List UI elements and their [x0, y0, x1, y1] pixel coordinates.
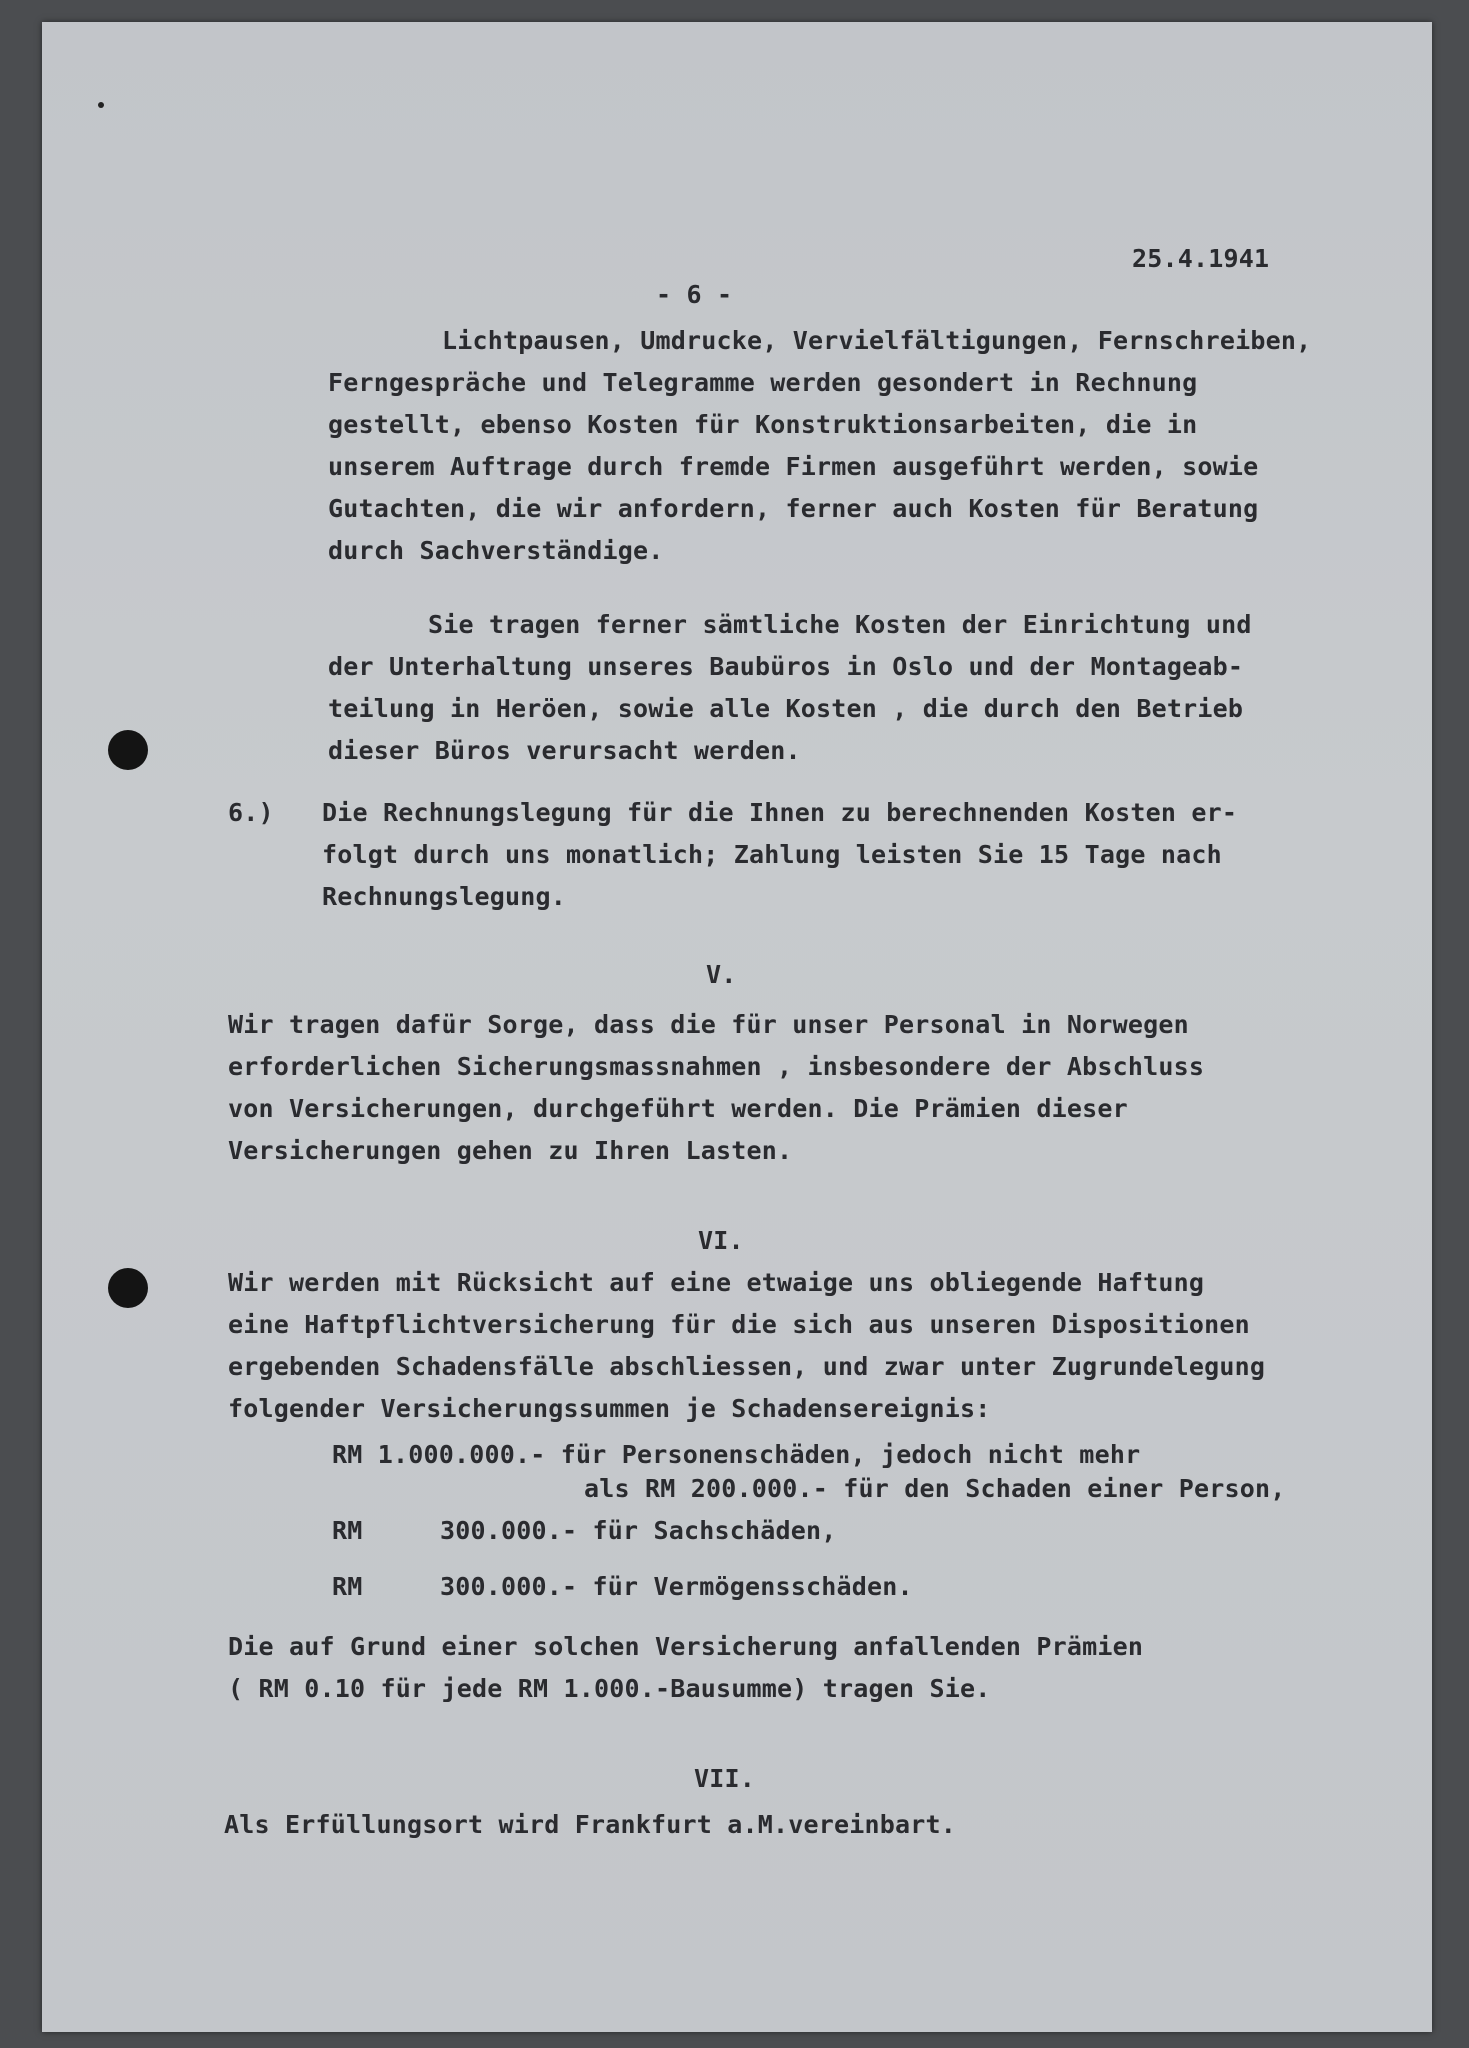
para1-line-2: Ferngespräche und Telegramme werden gesondert in Rechnung: [328, 368, 1198, 397]
section-vi-line-1: Wir werden mit Rücksicht auf eine etwaige uns obliegende Haftung: [228, 1268, 1205, 1297]
section-vi-tail-line-2: ( RM 0.10 für jede RM 1.000.-Bausumme) tragen Sie.: [228, 1674, 991, 1703]
sum-assets: 300.000.- für Vermögensschäden.: [440, 1572, 913, 1601]
para2-line-2: der Unterhaltung unseres Baubüros in Oslo und der Montageab-: [328, 652, 1244, 681]
section-v-heading: V.: [706, 960, 737, 989]
section-vi-line-2: eine Haftpflichtversicherung für die sich aus unseren Dispositionen: [228, 1310, 1250, 1339]
ink-speck: [98, 102, 104, 108]
section-vi-tail-line-1: Die auf Grund einer solchen Versicherung anfallenden Prämien: [228, 1632, 1144, 1661]
section-v-line-2: erforderlichen Sicherungsmassnahmen , insbesondere der Abschluss: [228, 1052, 1205, 1081]
punch-hole-lower: [108, 1268, 148, 1308]
section-vi-line-4: folgender Versicherungssummen je Schadensereignis:: [228, 1394, 991, 1423]
document-date: 25.4.1941: [1132, 244, 1270, 273]
punch-hole-upper: [108, 730, 148, 770]
sum-persons: RM 1.000.000.- für Personenschäden, jedoch nicht mehr: [332, 1440, 1141, 1469]
section-vi-heading: VI.: [698, 1226, 744, 1255]
document-page: [42, 22, 1432, 2032]
para1-line-1: Lichtpausen, Umdrucke, Vervielfältigungen, Fernschreiben,: [442, 326, 1312, 355]
page-number: - 6 -: [656, 280, 733, 309]
item6-line-1: Die Rechnungslegung für die Ihnen zu berechnenden Kosten er-: [322, 798, 1238, 827]
item6-line-2: folgt durch uns monatlich; Zahlung leisten Sie 15 Tage nach: [322, 840, 1222, 869]
para1-line-3: gestellt, ebenso Kosten für Konstruktionsarbeiten, die in: [328, 410, 1198, 439]
section-v-line-3: von Versicherungen, durchgeführt werden. Die Prämien dieser: [228, 1094, 1128, 1123]
section-v-line-1: Wir tragen dafür Sorge, dass die für unser Personal in Norwegen: [228, 1010, 1189, 1039]
para2-line-4: dieser Büros verursacht werden.: [328, 736, 801, 765]
section-vii-heading: VII.: [694, 1764, 756, 1793]
para1-line-4: unserem Auftrage durch fremde Firmen ausgeführt werden, sowie: [328, 452, 1259, 481]
section-vii-text: Als Erfüllungsort wird Frankfurt a.M.vereinbart.: [224, 1810, 957, 1839]
sum-property-currency: RM: [332, 1516, 363, 1545]
section-vi-line-3: ergebenden Schadensfälle abschliessen, und zwar unter Zugrundelegung: [228, 1352, 1266, 1381]
para2-line-3: teilung in Heröen, sowie alle Kosten , die durch den Betrieb: [328, 694, 1244, 723]
para1-line-6: durch Sachverständige.: [328, 536, 664, 565]
sum-assets-currency: RM: [332, 1572, 363, 1601]
item6-label: 6.): [228, 798, 274, 827]
section-v-line-4: Versicherungen gehen zu Ihren Lasten.: [228, 1136, 793, 1165]
sum-persons-limit: als RM 200.000.- für den Schaden einer Person,: [584, 1474, 1286, 1503]
para1-line-5: Gutachten, die wir anfordern, ferner auch Kosten für Beratung: [328, 494, 1259, 523]
para2-line-1: Sie tragen ferner sämtliche Kosten der Einrichtung und: [428, 610, 1252, 639]
sum-property: 300.000.- für Sachschäden,: [440, 1516, 837, 1545]
item6-line-3: Rechnungslegung.: [322, 882, 567, 911]
